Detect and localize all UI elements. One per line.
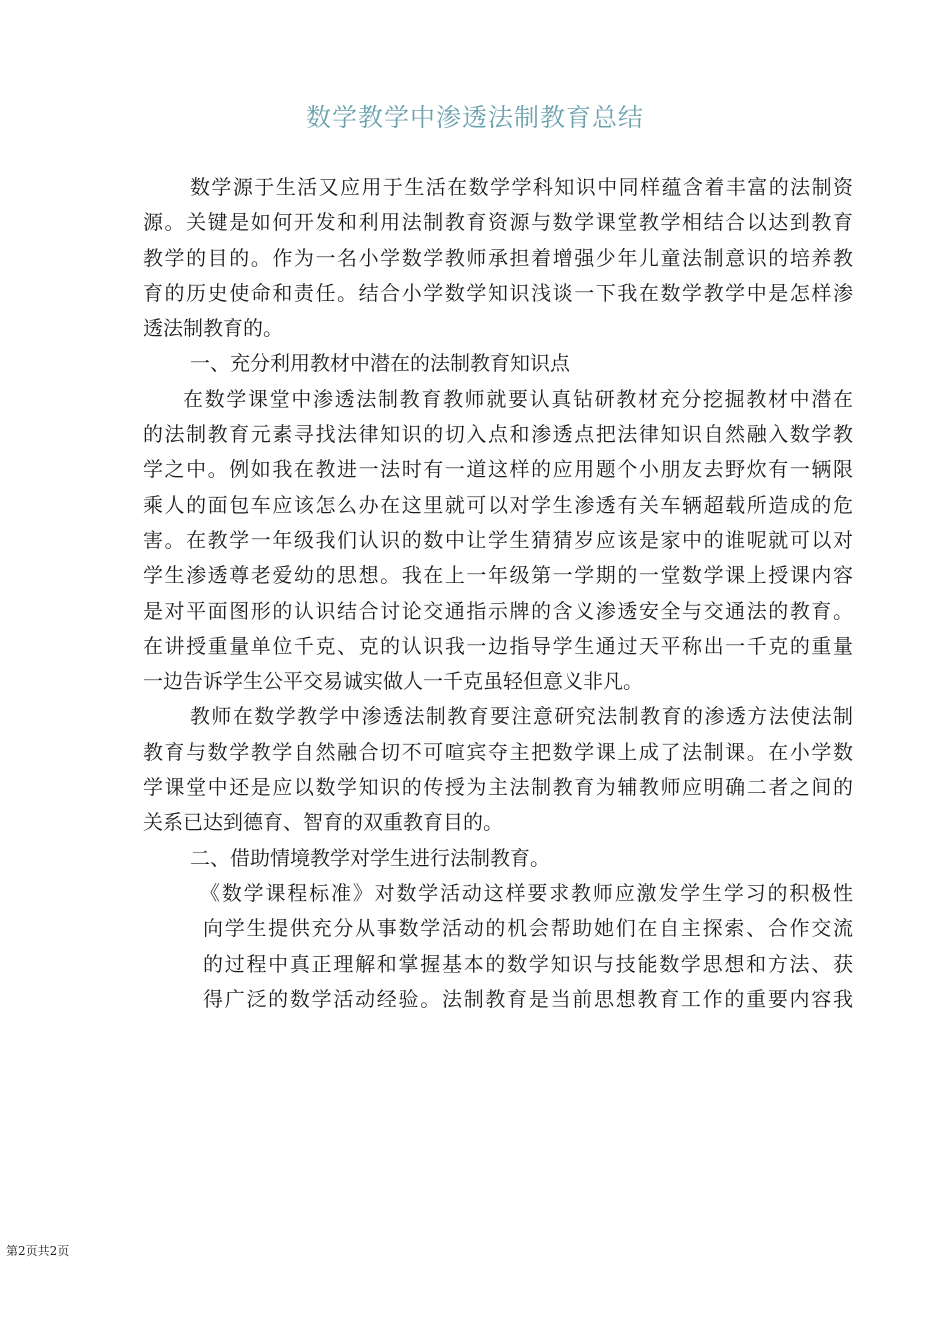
text-line: 是对平面图形的认识结合讨论交通指示牌的含义渗透安全与交通法的教育。: [143, 598, 853, 623]
text-line: 在数学课堂中渗透法制教育教师就要认真钻研教材充分挖掘教材中潜在: [183, 386, 853, 411]
text-line: 乘人的面包车应该怎么办在这里就可以对学生渗透有关车辆超载所造成的危: [143, 492, 853, 517]
section-heading-1: 一、充分利用教材中潜在的法制教育知识点: [190, 351, 570, 376]
text-line: 育的历史使命和责任。结合小学数学知识浅谈一下我在数学教学中是怎样渗: [143, 280, 853, 305]
text-line: 学课堂中还是应以数学知识的传授为主法制教育为辅教师应明确二者之间的: [143, 775, 853, 800]
page-number-footer: 第2页共2页: [6, 1244, 70, 1258]
text-line: 透法制教育的。: [143, 316, 283, 341]
text-line: 学生渗透尊老爱幼的思想。我在上一年级第一学期的一堂数学课上授课内容: [143, 563, 853, 588]
text-line: 教育与数学教学自然融合切不可喧宾夺主把数学课上成了法制课。在小学数: [143, 739, 853, 764]
text-line: 学之中。例如我在教进一法时有一道这样的应用题个小朋友去野炊有一辆限: [143, 457, 853, 482]
text-line: 的过程中真正理解和掌握基本的数学知识与技能数学思想和方法、获: [203, 951, 853, 976]
text-line: 害。在教学一年级我们认识的数中让学生猜猜岁应该是家中的谁呢就可以对: [143, 527, 853, 552]
document-body: [143, 170, 853, 1017]
text-line: 在讲授重量单位千克、克的认识我一边指导学生通过天平称出一千克的重量: [143, 633, 853, 658]
text-line: 教学的目的。作为一名小学数学教师承担着增强少年儿童法制意识的培养教: [143, 245, 853, 270]
section-heading-2: 二、借助情境教学对学生进行法制教育。: [190, 845, 550, 870]
text-line: 得广泛的数学活动经验。法制教育是当前思想教育工作的重要内容我: [203, 986, 853, 1011]
text-line: 《数学课程标准》对数学活动这样要求教师应激发学生学习的积极性: [200, 880, 853, 905]
text-line: 教师在数学教学中渗透法制教育要注意研究法制教育的渗透方法使法制: [190, 704, 853, 729]
text-line: 源。关键是如何开发和利用法制教育资源与数学课堂教学相结合以达到教育: [143, 210, 853, 235]
page-title: 数学教学中渗透法制教育总结: [305, 103, 644, 132]
text-line: 的法制教育元素寻找法律知识的切入点和渗透点把法律知识自然融入数学教: [143, 422, 853, 447]
text-line: 一边告诉学生公平交易诚实做人一千克虽轻但意义非凡。: [143, 669, 643, 694]
text-line: 关系已达到德育、智育的双重教育目的。: [143, 810, 503, 835]
text-line: 向学生提供充分从事数学活动的机会帮助她们在自主探索、合作交流: [203, 916, 853, 941]
text-line: 数学源于生活又应用于生活在数学学科知识中同样蕴含着丰富的法制资: [190, 175, 853, 199]
